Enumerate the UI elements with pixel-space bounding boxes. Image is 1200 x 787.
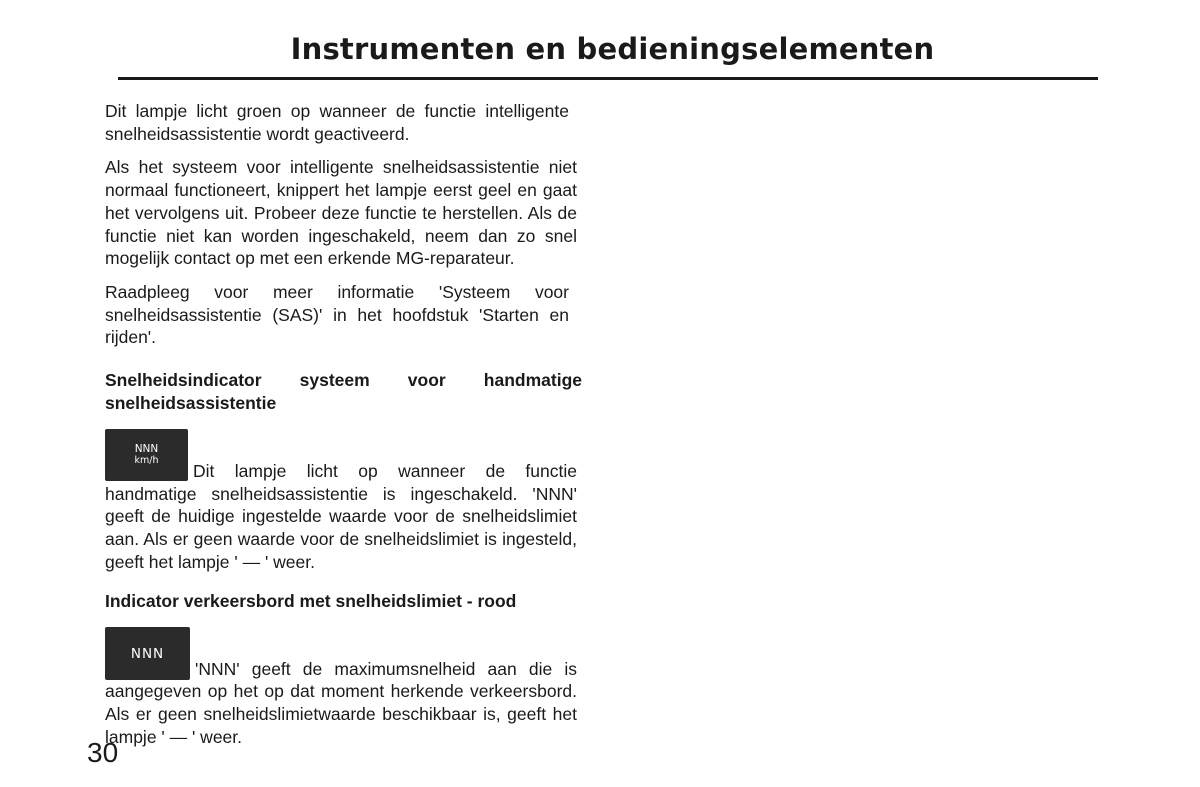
- paragraph-more-info: Raadpleeg voor meer informatie 'Systeem voor snelheidsassistentie (SAS)' in het hoofdstuk 'Starten en rijden'.: [105, 281, 569, 348]
- indicator-unit: km/h: [134, 455, 159, 467]
- indicator-value: NNN: [130, 645, 165, 662]
- header-divider: [118, 77, 1098, 80]
- section-heading-speed-sign-indicator: Indicator verkeersbord met snelheidslimiet - rood: [105, 590, 517, 611]
- speed-limit-manual-indicator-icon: [105, 429, 188, 481]
- indicator-value: NNN: [134, 443, 159, 456]
- speed-limit-sign-indicator-icon: [105, 627, 190, 680]
- speed-sign-block: [105, 627, 577, 749]
- page-title: Instrumenten en bedieningselementen: [290, 32, 935, 66]
- paragraph-intelligent-assist-active: Dit lampje licht groen op wanneer de functie intelligente snelheidsassistentie wordt geactiveerd.: [105, 101, 569, 144]
- paragraph-intelligent-assist-fault: Als het systeem voor intelligente snelheidsassistentie niet normaal functioneert, knippert het lampje eerst geel en gaat het vervolgens uit. Probeer deze functie te herstellen. Als de functie niet kan worden ingeschakeld, neem dan zo snel mogelijk contact op met een erkende MG-reparateur.: [105, 157, 577, 269]
- content-column: [105, 100, 582, 748]
- page-number: 30: [87, 737, 119, 768]
- manual-speed-assist-block: [105, 429, 577, 574]
- paragraph-manual-speed-assist: Dit lampje licht op wanneer de functie handmatige snelheidsassistentie is ingeschakeld. 'NNN' geeft de huidige ingestelde waarde voor de snelheidslimiet aan. Als er geen waarde voor de snelheidslimiet is ingesteld, geeft het lampje ' — ' weer.: [105, 461, 577, 572]
- section-heading-manual-speed-assist: Snelheidsindicator systeem voor handmatige snelheidsassistentie: [105, 370, 582, 414]
- paragraph-speed-sign: 'NNN' geeft de maximumsnelheid aan die is aangegeven op het op dat moment herkende verkeersbord. Als er geen snelheidslimietwaarde beschikbaar is, geeft het lampje ' — ' weer.: [105, 658, 577, 747]
